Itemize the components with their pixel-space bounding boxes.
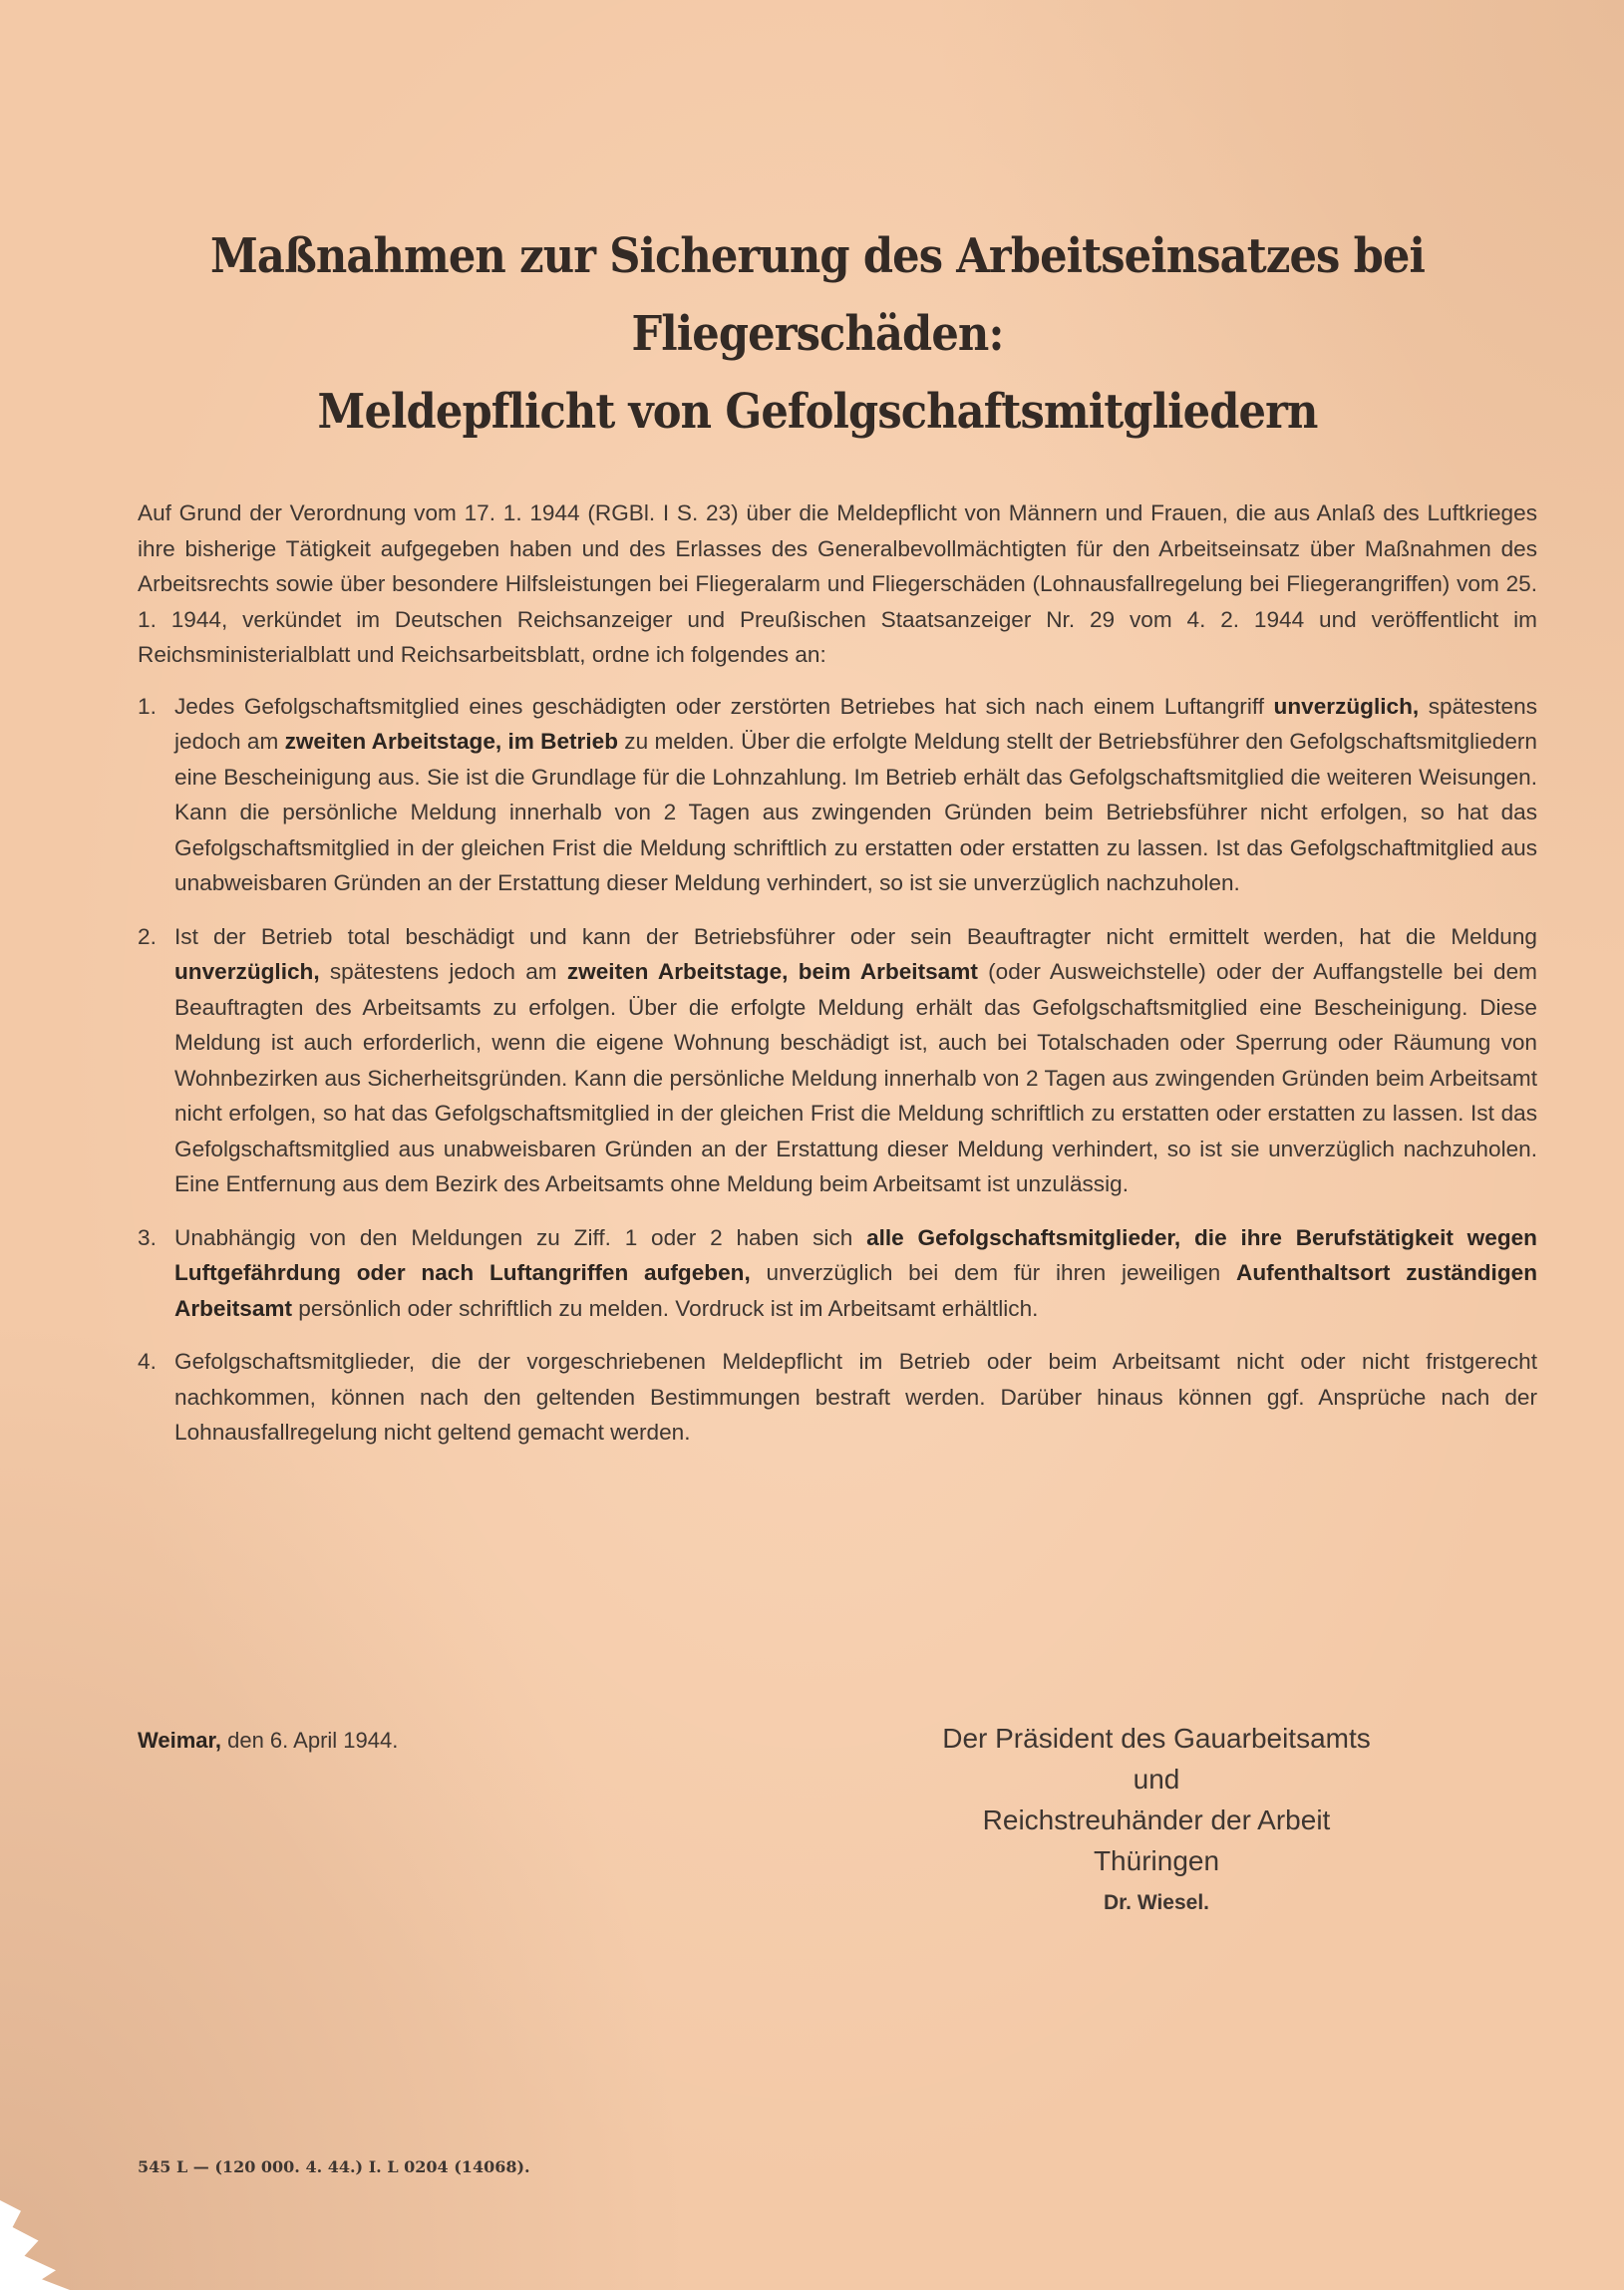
place: Weimar, — [138, 1728, 221, 1753]
place-and-date — [138, 1728, 398, 1754]
torn-corner — [0, 2200, 70, 2290]
document-body — [138, 495, 1537, 1469]
signature-line-4: Thüringen — [1093, 1845, 1220, 1876]
signature-line-2: und — [1133, 1764, 1180, 1795]
signer-name: Dr. Wiesel. — [1103, 1891, 1210, 1914]
title-line-2: Meldepflicht von Gefolgschaftsmitgliedern — [317, 384, 1318, 440]
list-item-3 — [138, 1220, 1537, 1327]
title-line-1: Maßnahmen zur Sicherung des Arbeitseinsatzes bei Fliegerschäden: — [209, 228, 1426, 362]
item-number: 1. — [138, 693, 157, 719]
signature-line-3: Reichstreuhänder der Arbeit — [982, 1804, 1331, 1835]
list-item-4 — [138, 1344, 1537, 1451]
item-text: Unabhängig von den Meldungen zu Ziff. 1 oder 2 haben sich alle Gefolgschaftsmitglieder, die ihre Berufstätigkeit wegen Luftgefährdung oder nach Luftangriffen aufgeben, unverzüglich bei dem für ihren jeweiligen Aufenthaltsort zuständigen Arbeitsamt persönlich oder schriftlich zu melden. Vordruck ist im Arbeitsamt erhältlich. — [174, 1224, 1537, 1321]
print-footer: 545 L — (120 000. 4. 44.) I. L 0204 (14068). — [138, 2157, 530, 2176]
item-text: Gefolgschaftsmitglieder, die der vorgeschriebenen Meldepflicht im Betrieb oder beim Arbeitsamt nicht oder nicht fristgerecht nachkommen, können nach den geltenden Bestimmungen bestraft werden. Darüber hinaus können ggf. Ansprüche nach der Lohnausfallregelung nicht geltend gemacht werden. — [174, 1349, 1537, 1445]
date: den 6. April 1944. — [220, 1728, 399, 1753]
item-text: Jedes Gefolgschaftsmitglied eines geschädigten oder zerstörten Betriebes hat sich nach einem Luftangriff unverzüglich, spätestens jedoch am zweiten Arbeitstage, im Betrieb zu melden. Über die erfolgte Meldung stellt der Betriebsführer den Gefolgschaftsmitgliedern eine Bescheinigung aus. Sie ist die Grundlage für die Lohnzahlung. Im Betrieb erhält das Gefolgschaftsmitglied die weiteren Weisungen. Kann die persönliche Meldung innerhalb von 2 Tagen aus zwingenden Gründen beim Betriebsführer nicht erfolgen, so hat das Gefolgschaftsmitglied in der gleichen Frist die Meldung schriftlich zu erstatten oder erstatten zu lassen. Ist das Gefolgschaftmitglied aus unabweisbaren Gründen an der Erstattung dieser Meldung verhindert, so ist sie unverzüglich nachzuholen. — [174, 693, 1537, 895]
item-text: Ist der Betrieb total beschädigt und kann der Betriebsführer oder sein Beauftragter nicht ermittelt werden, hat die Meldung unverzüglich, spätestens jedoch am zweiten Arbeitstage, beim Arbeitsamt (oder Ausweichstelle) oder der Auffangstelle bei dem Beauftragten des Arbeitsamts zu erfolgen. Über die erfolgte Meldung erhält das Gefolgschaftsmitglied eine Bescheinigung. Diese Meldung ist auch erforderlich, wenn die eigene Wohnung beschädigt ist, auch bei Totalschaden oder Sperrung oder Räumung von Wohnbezirken aus Sicherheitsgründen. Kann die persönliche Meldung innerhalb von 2 Tagen aus zwingenden Gründen beim Arbeitsamt nicht erfolgen, so hat das Gefolgschaftsmitglied in der gleichen Frist die Meldung schriftlich zu erstatten oder erstatten zu lassen. Ist das Gefolgschaftsmitglied aus unabweisbaren Gründen an der Erstattung dieser Meldung verhindert, so ist sie unverzüglich nachzuholen. Eine Entfernung aus dem Bezirk des Arbeitsamts ohne Meldung beim Arbeitsamt ist unzulässig. — [174, 923, 1537, 1196]
item-number: 3. — [138, 1224, 157, 1250]
list-item-2 — [138, 919, 1537, 1202]
intro-paragraph: Auf Grund der Verordnung vom 17. 1. 1944 (RGBl. I S. 23) über die Meldepflicht von Männern und Frauen, die aus Anlaß des Luftkrieges ihre bisherige Tätigkeit aufgegeben haben und des Erlasses des Generalbevollmächtigten für den Arbeitseinsatz über Maßnahmen des Arbeitsrechts sowie über besondere Hilfsleistungen bei Fliegeralarm und Fliegerschäden (Lohnausfallregelung bei Fliegerangriffen) vom 25. 1. 1944, verkündet im Deutschen Reichsanzeiger und Preußischen Staatsanzeiger Nr. 29 vom 4. 2. 1944 und veröffentlicht im Reichsministerialblatt und Reichsarbeitsblatt, ordne ich folgendes an: — [138, 500, 1537, 667]
signature-line-1: Der Präsident des Gauarbeitsamts — [942, 1723, 1371, 1754]
signature-block — [847, 1718, 1465, 1923]
list-item-1 — [138, 689, 1537, 901]
item-number: 2. — [138, 923, 157, 949]
item-number: 4. — [138, 1349, 157, 1374]
document-title — [100, 217, 1535, 451]
